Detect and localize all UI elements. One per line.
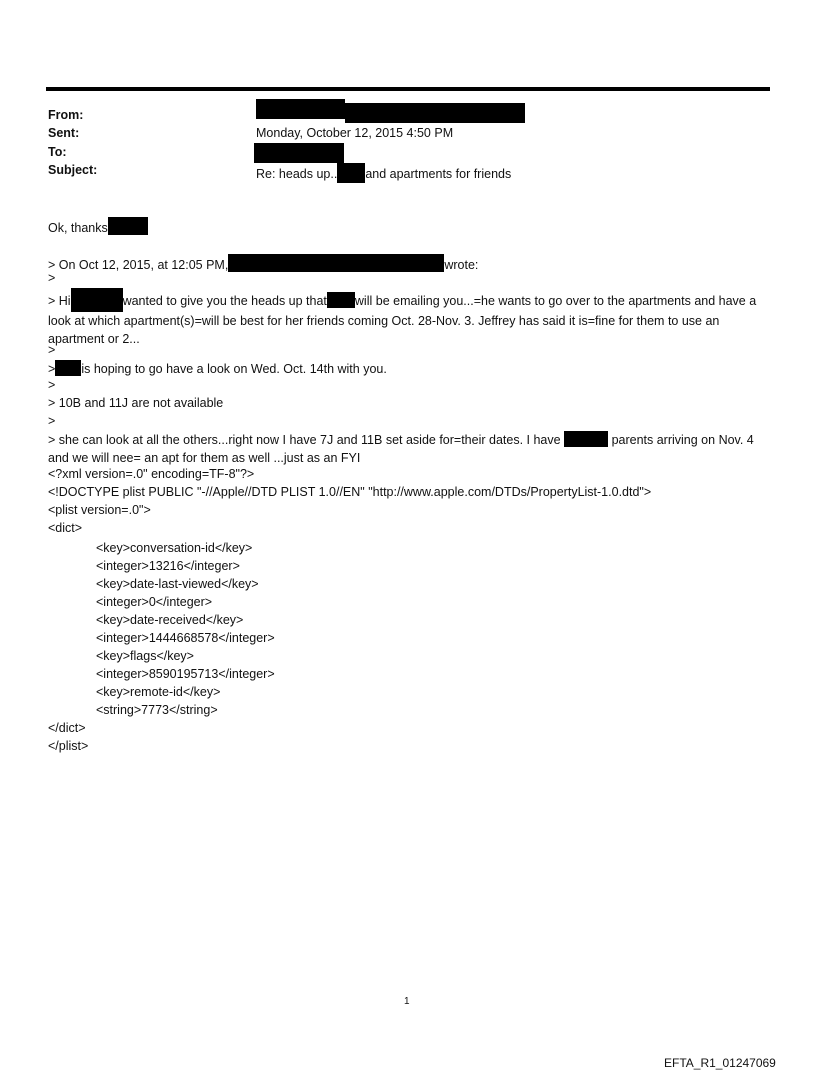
dict-open: <dict> bbox=[48, 521, 83, 535]
q2-text: is hoping to go have a look on Wed. Oct. 14th with you. bbox=[81, 362, 387, 376]
quote-marker: > bbox=[48, 378, 56, 392]
subject-suffix: and apartments for friends bbox=[365, 167, 512, 181]
q4-end: parents arriving on Nov. 4 and we will nee= an apt for them as well ...just as an FYI bbox=[48, 433, 754, 465]
q1-end: will be emailing you...=he wants to go over to the apartments and have a look at which apartment(s)=will be best for her friends coming Oct. 28-Nov. 3. Jeffrey has said it is=fine for them to use an apartment or 2... bbox=[48, 294, 757, 346]
plist-entry: <integer>8590195713</integer> bbox=[96, 667, 275, 681]
q4-start: > she can look at all the others...right now I have 7J and 11B set aside for=their dates. I have bbox=[48, 433, 561, 447]
sent-value: Monday, October 12, 2015 4:50 PM bbox=[256, 126, 454, 140]
q2-start: > bbox=[48, 362, 56, 376]
redaction-block bbox=[337, 163, 365, 183]
redaction-block bbox=[564, 431, 608, 447]
redaction-block bbox=[108, 217, 148, 235]
page-number: 1 bbox=[404, 996, 410, 1007]
quote-paragraph-3: > 10B and 11J are not available bbox=[48, 396, 224, 410]
plist-entry: <key>remote-id</key> bbox=[96, 685, 221, 699]
header-rule bbox=[46, 87, 770, 91]
plist-entry: <integer>1444668578</integer> bbox=[96, 631, 275, 645]
reply-line bbox=[48, 217, 148, 236]
q1-start: > Hi bbox=[48, 294, 71, 308]
redaction-block bbox=[71, 288, 123, 312]
quote-marker: > bbox=[48, 343, 56, 357]
reply-text: Ok, thanks bbox=[48, 221, 108, 235]
subject-label: Subject: bbox=[48, 163, 98, 177]
redaction-block bbox=[256, 99, 345, 119]
plist-entry: <key>flags</key> bbox=[96, 649, 194, 663]
plist-entry: <integer>0</integer> bbox=[96, 595, 213, 609]
quote-paragraph-1 bbox=[48, 288, 772, 348]
xml-declaration: <?xml version=.0" encoding=TF-8"?> bbox=[48, 467, 255, 481]
subject-prefix: Re: heads up.. bbox=[256, 167, 338, 181]
plist-entry: <string>7773</string> bbox=[96, 703, 218, 717]
quote-intro-prefix: > On Oct 12, 2015, at 12:05 PM, bbox=[48, 258, 229, 272]
quote-marker: > bbox=[48, 271, 56, 285]
dict-close: </dict> bbox=[48, 721, 86, 735]
redaction-block bbox=[327, 292, 355, 308]
document-id: EFTA_R1_01247069 bbox=[664, 1056, 776, 1070]
redaction-block bbox=[254, 143, 344, 163]
plist-entry: <key>date-received</key> bbox=[96, 613, 244, 627]
sent-label: Sent: bbox=[48, 126, 80, 140]
quote-intro-suffix: wrote: bbox=[444, 258, 479, 272]
subject-value bbox=[256, 163, 511, 183]
to-label: To: bbox=[48, 145, 67, 159]
redaction-block bbox=[55, 360, 81, 376]
doctype-line: <!DOCTYPE plist PUBLIC "-//Apple//DTD PLIST 1.0//EN" "http://www.apple.com/DTDs/PropertyList-1.0.dtd"> bbox=[48, 485, 652, 499]
plist-entry: <integer>13216</integer> bbox=[96, 559, 240, 573]
quote-marker: > bbox=[48, 414, 56, 428]
quote-paragraph-4 bbox=[48, 431, 772, 467]
plist-entry: <key>date-last-viewed</key> bbox=[96, 577, 259, 591]
q1-middle: wanted to give you the heads up that bbox=[122, 294, 327, 308]
plist-open: <plist version=.0"> bbox=[48, 503, 151, 517]
quote-paragraph-2 bbox=[48, 360, 387, 377]
plist-entry: <key>conversation-id</key> bbox=[96, 541, 253, 555]
from-label: From: bbox=[48, 108, 84, 122]
quote-intro bbox=[48, 254, 478, 273]
plist-close: </plist> bbox=[48, 739, 89, 753]
redaction-block bbox=[228, 254, 444, 272]
redaction-block bbox=[345, 103, 525, 123]
